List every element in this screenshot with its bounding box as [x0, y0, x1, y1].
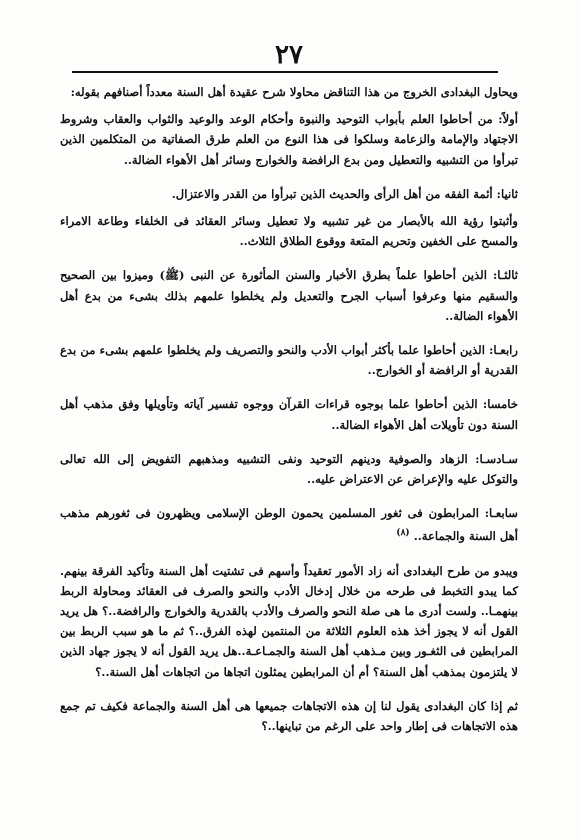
paragraph-third: [60, 265, 518, 326]
paragraph-fourth: [60, 340, 518, 380]
paragraph-seventh: [60, 503, 518, 546]
paragraph-text: : من أحاطوا العلم بأبواب التوحيد والنبوة وأحكام الوعد والوعيد والثواب والعقاب وشروط الاجتهاد والإمامة والزعامة وسلكوا فى هذا النوع من العلم طرق الصفاتية من المتكلمين الذين تبرأوا من التشبيه والتعطيل ومن بدع الرافضة والخوارج وسائر أهل الأهواء الضالة..: [60, 112, 518, 167]
paragraph-fifth: [60, 394, 518, 434]
paragraph-lead: سـادسـا: [479, 451, 518, 466]
paragraph-text: وأثبتوا رؤية الله بالأبصار من غير تشبيه ولا تعطيل وسائر العقائد فى الخلفاء وطاعة الامراء والمسح على الخفين وتحريم المتعة ووقوع الطلاق الثلاث..: [60, 214, 518, 249]
paragraph-lead: خامسا: [487, 397, 518, 412]
page-number: ٢٧: [275, 40, 303, 70]
paragraph-sixth: [60, 449, 518, 489]
paragraph-text: : الزهاد والصوفية ودينهم التوحيد ونفى التشبيه ومذهبهم التفويض إلى الله تعالى والتوكل عليه والإعراض عن الاعتراض عليه..: [60, 451, 518, 487]
paragraph-text: : المرابطون فى ثغور المسلمين يحمون الوطن الإسلامى ويظهرون فى ثغورهم مذهب أهل السنة والجماعة..: [60, 506, 518, 544]
paragraph-lead: سابعـا: [489, 506, 518, 521]
paragraph-text: ويبدو من طرح البغدادى أنه زاد الأمور تعقيداً وأسهم فى تشتيت أهل السنة وتأكيد الفرقة بينهم. كما يبدو التخبط فى طرحه من خلال إدخال الأدب والنحو والصرف فى العقائد ومحاولة الربط بينهمـا.. ولست أدرى ما هى صلة النحو والصرف والأدب بالقدرية والخوارج والرافضة..؟ هل يريد القول أنه لا يجوز أخذ هذه العلوم الثلاثة من المنتمين لهذه الفرق..؟ ثم ما هو سبب الربط بين المرابطين فى الثغـور وبين مـذهب أهل السنة والجمـاعـة..هل يريد القول أنه لا يجوز جهاد الذين لا يلتزمون بمذهب أهل السنة؟ أم أن المرابطين يمثلون اتجاها من اتجاهات أهل السنة..؟: [60, 563, 518, 679]
paragraph-text: : الذين أحاطوا علما بوجوه قراءات القرآن ووجوه تفسير آياته وتأويلها وفق مذهب أهل السنة دون تأويلات أهل الأهواء الضالة..: [60, 397, 518, 432]
paragraph-text: : أئمة الفقه من أهل الرأى والحديث الذين تبرأوا من القدر والاعتزال.: [171, 186, 501, 201]
footnote-marker: (٨): [396, 528, 410, 539]
paragraph-text: ثم إذا كان البغدادى يقول لنا إن هذه الاتجاهات جميعها هى أهل السنة والجماعة فكيف تم جمع هذه الاتجاهات فى إطار واحد على الرغم من تباينها..؟: [60, 698, 518, 733]
paragraph-lead: أولاً: [502, 112, 518, 127]
paragraph-second: [60, 184, 518, 204]
paragraph-conclusion: [60, 696, 518, 736]
header-rule: [72, 71, 498, 73]
paragraph-text: : الذين أحاطوا علماً بطرق الأخبار والسنن المأثورة عن النبى (ﷺ) وميزوا بين الصحيح والسقيم منها وعرفوا أسباب الجرح والتعديل ولم يخلطوا علمهم بذلك بشىء من بدع أهل الأهواء الضالة..: [60, 268, 518, 323]
paragraph-text: : الذين أحاطوا علما بأكثر أبواب الأدب والنحو والتصريف ولم يخلطوا علمهم بشىء من بدع القدرية أو الرافضة أو الخوارج..: [60, 343, 518, 378]
paragraph-lead: ثانيا: [500, 186, 518, 201]
paragraph-text: ويحاول البغدادى الخروج من هذا التناقض محاولا شرح عقيدة أهل السنة معدداً أصنافهم بقوله:: [70, 85, 518, 99]
paragraph-intro: [60, 82, 518, 102]
paragraph-first: [60, 109, 518, 170]
paragraph-lead: ثالثـا: [497, 268, 518, 283]
paragraph-analysis: [60, 561, 518, 682]
body-text: [60, 82, 518, 743]
paragraph-lead: رابعـا: [493, 343, 518, 358]
paragraph-vision: [60, 211, 518, 251]
